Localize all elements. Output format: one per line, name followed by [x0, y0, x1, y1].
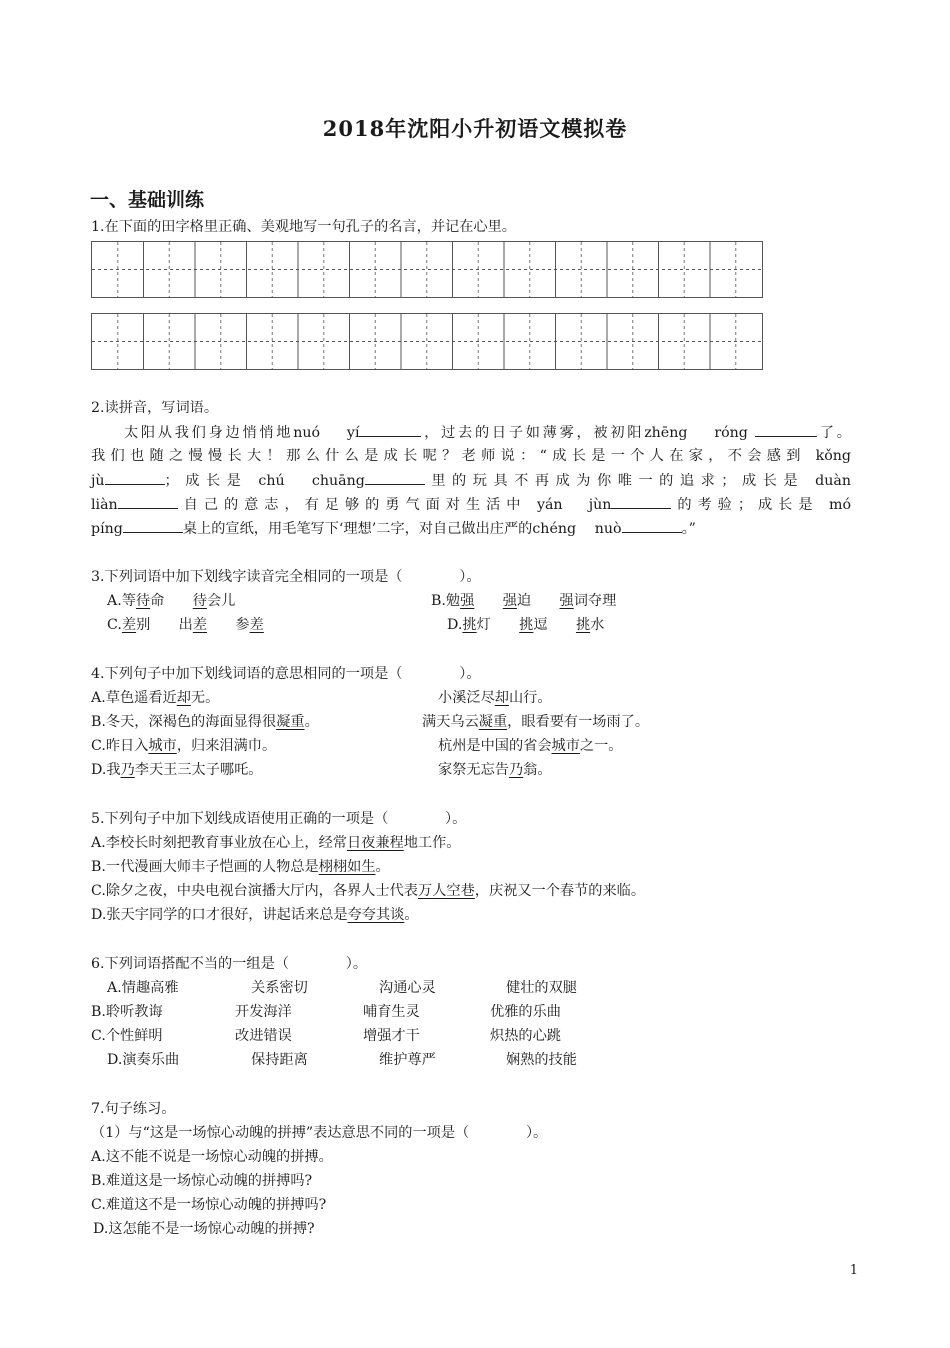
q6-c-3: 增强才干	[363, 1028, 420, 1044]
writing-grid-row-2[interactable]	[91, 313, 763, 370]
page-title: 2018年沈阳小升初语文模拟卷	[322, 116, 628, 141]
q4-option-a-right: 小溪泛尽却山行。	[438, 690, 552, 706]
q2-line-5: píng 桌上的宣纸，用毛笔写下‘理想’二字，对自己做出庄严的chéng nuò 。”	[91, 518, 696, 539]
q6-a-2: 关系密切	[251, 980, 308, 996]
q6-a-1: A.情趣高雅	[107, 980, 179, 996]
q4-option-d-right: 家祭无忘告乃翁。	[438, 762, 552, 778]
q7-sub-1: （1）与“这是一场惊心动魄的拼搏”表达意思不同的一项是（ ）。	[91, 1125, 548, 1141]
q2-line-3: jù ；成长是 chú chuāng 里的玩具不再成为你唯一的追求；成长是 duàn	[91, 470, 851, 491]
answer-blank[interactable]	[123, 518, 183, 533]
q5-option-a: A.李校长时刻把教育事业放在心上，经常日夜兼程地工作。	[91, 835, 461, 851]
q6-c-2: 改进错误	[235, 1028, 292, 1044]
page-number: 1	[849, 1263, 858, 1278]
q6-a-3: 沟通心灵	[379, 980, 436, 996]
answer-blank[interactable]	[755, 422, 817, 437]
q2-line-1: 太阳从我们身边悄悄地nuó yí ，过去的日子如薄雾，被初阳zhēng róng 了。	[91, 422, 851, 443]
writing-grid-row-1[interactable]	[91, 241, 763, 298]
q6-prompt: 6.下列词语搭配不当的一组是（ ）。	[91, 956, 368, 972]
q7-prompt: 7.句子练习。	[91, 1101, 176, 1117]
q1-prompt: 1.在下面的田字格里正确、美观地写一句孔子的名言，并记在心里。	[91, 219, 516, 235]
q6-d-1: D.演奏乐曲	[107, 1052, 180, 1068]
q6-b-2: 开发海洋	[235, 1004, 292, 1020]
section-heading: 一、基础训练	[90, 189, 205, 211]
q4-option-b-left: B.冬天，深褐色的海面显得很凝重。	[91, 714, 319, 730]
q4-prompt: 4.下列句子中加下划线词语的意思相同的一项是（ ）。	[91, 666, 481, 682]
q5-option-d: D.张天宇同学的口才很好，讲起话来总是夸夸其谈。	[91, 907, 419, 923]
q3-prompt: 3.下列词语中加下划线字读音完全相同的一项是（ ）。	[91, 569, 481, 585]
q3-option-c: C.差别 出差 参差	[107, 617, 264, 633]
q6-b-3: 哺育生灵	[363, 1004, 420, 1020]
q6-b-1: B.聆听教诲	[91, 1004, 163, 1020]
q7-option-d: D.这怎能不是一场惊心动魄的拼搏?	[93, 1221, 315, 1237]
q6-d-4: 娴熟的技能	[506, 1052, 577, 1068]
q6-d-3: 维护尊严	[379, 1052, 436, 1068]
answer-blank[interactable]	[359, 422, 421, 437]
answer-blank[interactable]	[622, 518, 682, 533]
q7-option-c: C.难道这不是一场惊心动魄的拼搏吗?	[91, 1197, 327, 1213]
q6-b-4: 优雅的乐曲	[490, 1004, 561, 1020]
q3-option-a: A.等待命 待会儿	[107, 593, 236, 609]
q5-option-b: B.一代漫画大师丰子恺画的人物总是栩栩如生。	[91, 859, 390, 875]
q7-option-a: A.这不能不说是一场惊心动魄的拼搏。	[91, 1149, 333, 1165]
q3-option-b: B.勉强 强迫 强词夺理	[431, 593, 617, 609]
q7-option-b: B.难道这是一场惊心动魄的拼搏吗?	[91, 1173, 313, 1189]
answer-blank[interactable]	[105, 470, 165, 485]
q3-option-d: D.挑灯 挑逗 挑水	[447, 617, 605, 633]
q4-option-c-right: 杭州是中国的省会城市之一。	[438, 738, 623, 754]
q5-prompt: 5.下列句子中加下划线成语使用正确的一项是（ ）。	[91, 811, 467, 827]
q6-c-1: C.个性鲜明	[91, 1028, 163, 1044]
answer-blank[interactable]	[118, 494, 178, 509]
answer-blank[interactable]	[365, 470, 425, 485]
q6-d-2: 保持距离	[251, 1052, 308, 1068]
q2-line-2: 我们也随之慢慢长大！那么什么是成长呢？老师说：“成长是一个人在家，不会感到 kǒng	[91, 448, 851, 464]
q5-option-c: C.除夕之夜，中央电视台演播大厅内，各界人士代表万人空巷，庆祝又一个春节的来临。	[91, 883, 646, 899]
q2-prompt: 2.读拼音，写词语。	[91, 400, 219, 416]
q4-option-c-left: C.昨日入城市，归来泪满巾。	[91, 738, 277, 754]
q2-line-4: liàn 自己的意志，有足够的勇气面对生活中 yán jùn 的考验；成长是 mó	[91, 494, 851, 515]
q6-c-4: 炽热的心跳	[490, 1028, 561, 1044]
tianzige-grid	[92, 242, 762, 297]
tianzige-grid	[92, 314, 762, 369]
q6-a-4: 健壮的双腿	[506, 980, 577, 996]
q4-option-a-left: A.草色遥看近却无。	[91, 690, 220, 706]
q4-option-b-right: 满天乌云凝重，眼看要有一场雨了。	[422, 714, 650, 730]
answer-blank[interactable]	[611, 494, 671, 509]
q4-option-d-left: D.我乃李天王三太子哪吒。	[91, 762, 263, 778]
